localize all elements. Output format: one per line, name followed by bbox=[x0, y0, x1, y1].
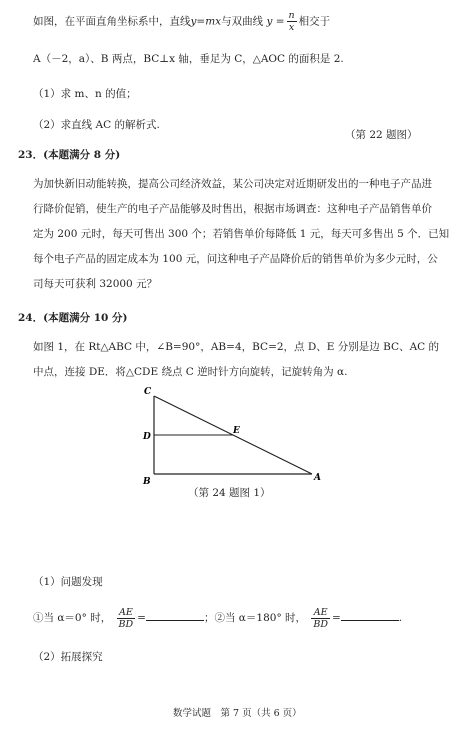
case2-fraction bbox=[311, 607, 330, 630]
q24-part1-title: （1）问题发现 bbox=[33, 576, 103, 588]
case1-eq: = bbox=[137, 612, 146, 624]
q23-line4: 每个电子产品的固定成本为 100 元，问这种电子产品降价后的销售单价为多少元时，公 bbox=[33, 253, 438, 265]
label-b: B bbox=[143, 477, 151, 487]
q22-frac-den: x bbox=[288, 22, 295, 33]
q24-figure-caption: （第 24 题图 1） bbox=[188, 487, 271, 499]
case1-frac-num: AE bbox=[117, 607, 136, 619]
q22-text-c: 相交于 bbox=[298, 15, 331, 28]
q24-heading: 24．(本题满分 10 分) bbox=[18, 312, 128, 324]
q22-eq-y: y = bbox=[266, 15, 285, 28]
label-a: A bbox=[314, 473, 321, 483]
q22-fraction bbox=[287, 10, 297, 33]
case-end: . bbox=[398, 612, 403, 624]
q22-eq-line: y=mx bbox=[190, 15, 222, 28]
q22-part1: （1）求 m、n 的值； bbox=[33, 88, 137, 100]
case2-answer-blank[interactable] bbox=[341, 610, 399, 621]
q24-figure bbox=[140, 382, 340, 492]
q24-part1-cases bbox=[33, 604, 402, 632]
label-e: E bbox=[233, 426, 240, 436]
q23-line1: 为加快新旧动能转换，提高公司经济效益，某公司决定对近期研发出的一种电子产品进 bbox=[33, 178, 432, 190]
page-footer: 数学试题 第 7 页（共 6 页） bbox=[173, 708, 302, 719]
q22-text-b: 与双曲线 bbox=[221, 15, 264, 28]
case2-frac-den: BD bbox=[313, 618, 328, 630]
q22-line1 bbox=[33, 10, 330, 33]
q22-text-a: 如图，在平面直角坐标系中，直线 bbox=[33, 15, 191, 28]
label-c: C bbox=[144, 387, 152, 397]
case1-prefix: ①当 α＝0° 时， bbox=[33, 612, 112, 624]
q23-heading: 23．(本题满分 8 分) bbox=[18, 149, 121, 161]
case2-prefix: ；②当 α＝180° 时， bbox=[203, 612, 307, 624]
q22-line2: A（－2，a）、B 两点，BC⊥x 轴，垂足为 C，△AOC 的面积是 2. bbox=[33, 53, 344, 65]
q24-line2: 中点，连接 DE．将△CDE 绕点 C 逆时针方向旋转，记旋转角为 α. bbox=[33, 366, 348, 378]
label-d: D bbox=[143, 432, 151, 442]
q23-line3: 定为 200 元时，每天可售出 300 个；若销售单价每降低 1 元，每天可多售出 5 个．已知 bbox=[33, 228, 450, 240]
case1-answer-blank[interactable] bbox=[146, 610, 204, 621]
q24-part2-title: （2）拓展探究 bbox=[33, 651, 103, 663]
case1-frac-den: BD bbox=[118, 618, 134, 630]
q22-part2: （2）求直线 AC 的解析式. bbox=[33, 119, 160, 131]
case2-eq: = bbox=[331, 612, 341, 624]
q23-line2: 行降价促销，使生产的电子产品能够及时售出，根据市场调查：这种电子产品销售单价 bbox=[33, 203, 432, 215]
case2-frac-num: AE bbox=[311, 607, 330, 619]
q23-line5: 司每天可获利 32000 元？ bbox=[33, 278, 158, 290]
q22-figure-caption: （第 22 题图） bbox=[345, 129, 418, 141]
q22-frac-num: n bbox=[288, 10, 295, 21]
q24-line1: 如图 1，在 Rt△ABC 中，∠B=90°，AB=4，BC=2，点 D、E 分别是边 BC、AC 的 bbox=[33, 341, 440, 353]
case1-fraction bbox=[117, 607, 136, 630]
